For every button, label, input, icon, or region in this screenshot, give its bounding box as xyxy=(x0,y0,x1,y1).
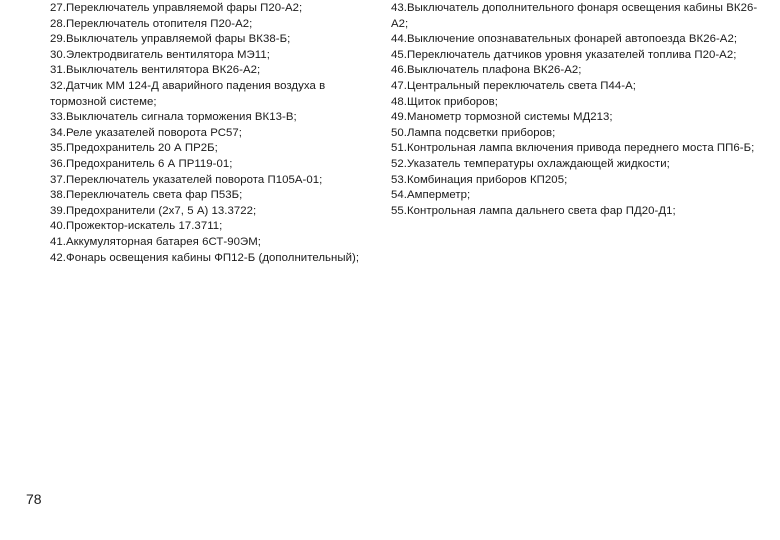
legend-item-37: 37.Переключатель указателей поворота П105А-01; xyxy=(50,173,323,186)
legend-list-right xyxy=(391,1,766,219)
legend-item-39: 39.Предохранители (2х7, 5 А) 13.3722; xyxy=(50,204,257,217)
legend-item-48: 48.Щиток приборов; xyxy=(391,95,498,108)
legend-item-31: 31.Выключатель вентилятора ВК26-А2; xyxy=(50,64,261,77)
legend-item-36: 36.Предохранитель 6 А ПР119-01; xyxy=(50,157,233,170)
legend-item-45: 45.Переключатель датчиков уровня указателей топлива П20-А2; xyxy=(391,48,737,61)
legend-item-54: 54.Амперметр; xyxy=(391,189,471,202)
legend-item-53: 53.Комбинация приборов КП205; xyxy=(391,173,568,186)
legend-item-41: 41.Аккумуляторная батарея 6СТ-90ЭМ; xyxy=(50,235,261,248)
legend-item-47: 47.Центральный переключатель света П44-А; xyxy=(391,79,637,92)
legend-item-38: 38.Переключатель света фар П53Б; xyxy=(50,189,243,202)
page-number: 78 xyxy=(26,491,42,507)
legend-item-42: 42.Фонарь освещения кабины ФП12-Б (дополнительный); xyxy=(50,251,360,264)
legend-item-27: 27.Переключатель управляемой фары П20-А2; xyxy=(50,2,303,14)
legend-list-left xyxy=(50,1,380,266)
legend-item-52: 52.Указатель температуры охлаждающей жидкости; xyxy=(391,157,670,170)
legend-item-55: 55.Контрольная лампа дальнего света фар ПД20-Д1; xyxy=(391,204,676,217)
legend-item-49: 49.Манометр тормозной системы МД213; xyxy=(391,111,613,124)
legend-item-44: 44.Выключение опознавательных фонарей автопоезда ВК26-А2; xyxy=(391,33,738,46)
legend-item-35: 35.Предохранитель 20 А ПР2Б; xyxy=(50,142,218,155)
legend-item-29: 29.Выключатель управляемой фары ВК38-Б; xyxy=(50,33,291,46)
legend-item-50: 50.Лампа подсветки приборов; xyxy=(391,126,556,139)
legend-item-46: 46.Выключатель плафона ВК26-А2; xyxy=(391,64,582,77)
legend-item-43: 43.Выключатель дополнительного фонаря освещения кабины ВК26-А2; xyxy=(391,2,758,30)
legend-item-28: 28.Переключатель отопителя П20-А2; xyxy=(50,17,253,30)
legend-item-30: 30.Электродвигатель вентилятора МЭ11; xyxy=(50,48,270,61)
legend-item-34: 34.Реле указателей поворота РС57; xyxy=(50,126,242,139)
legend-item-33: 33.Выключатель сигнала торможения ВК13-В; xyxy=(50,111,297,124)
legend-item-40: 40.Прожектор-искатель 17.3711; xyxy=(50,220,223,233)
legend-item-32: 32.Датчик ММ 124-Д аварийного падения воздуха в тормозной системе; xyxy=(50,79,326,108)
legend-item-51: 51.Контрольная лампа включения привода переднего моста ПП6-Б; xyxy=(391,142,755,155)
